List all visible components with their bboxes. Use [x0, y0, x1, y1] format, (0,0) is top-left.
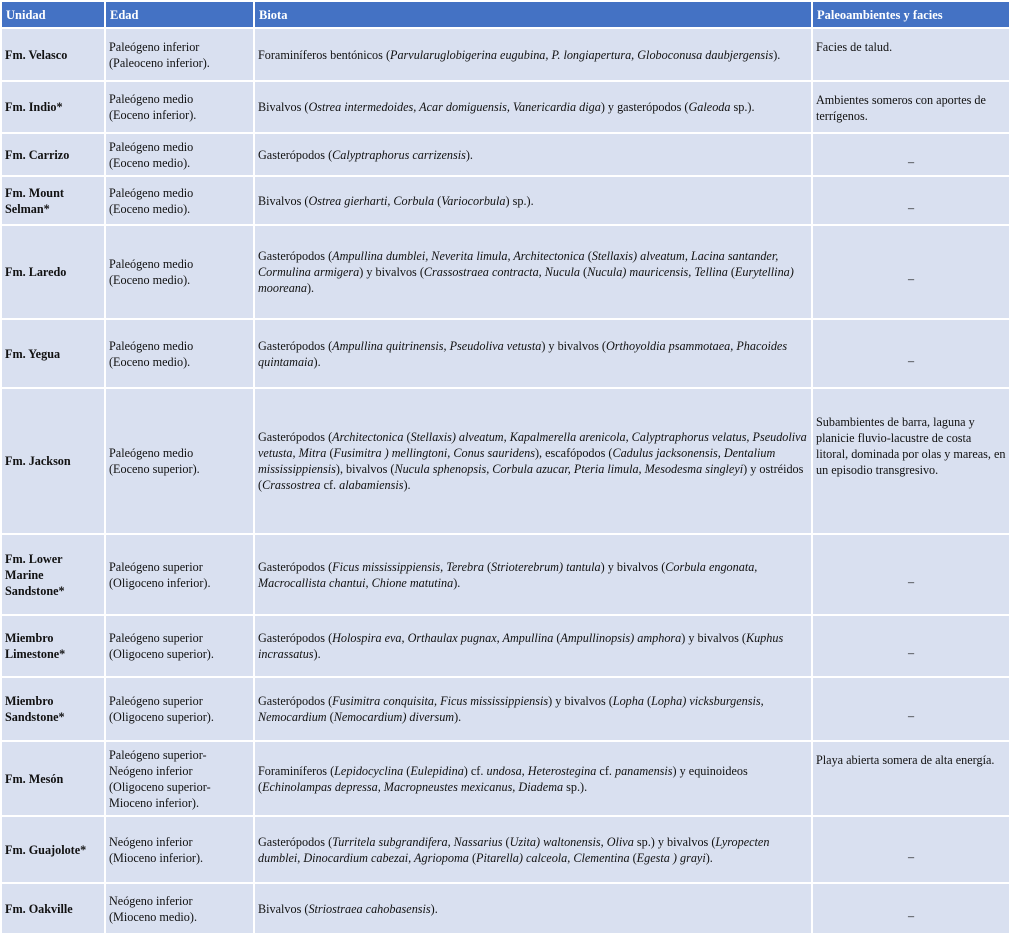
environment-text: Playa abierta somera de alta energía.: [816, 753, 995, 767]
biota-text: sp.) y bivalvos (: [633, 834, 716, 849]
biota-text: cf.: [320, 478, 340, 492]
taxon-name: Corbula engonata, Macrocallista chantui, Chione matutina: [258, 559, 758, 590]
biota-text: (: [434, 193, 442, 208]
unit-cell: Fm. Velasco: [1, 28, 105, 81]
biota-text: (: [579, 265, 588, 279]
biota-text: ).: [313, 354, 321, 369]
taxon-name: Lepidocyclina: [334, 763, 404, 778]
age-line: (Eoceno medio).: [109, 273, 191, 287]
biota-text: Bivalvos (: [258, 100, 309, 114]
age-line: (Oligoceno superior).: [109, 710, 214, 724]
unit-cell: Miembro Sandstone*: [1, 677, 105, 741]
environment-cell: [812, 176, 1009, 225]
age-cell: [105, 133, 254, 176]
environment-text: –: [907, 709, 915, 723]
environment-text: –: [907, 908, 915, 923]
header-biota: Biota: [254, 1, 812, 28]
taxon-name: Egesta ) grayi: [636, 850, 706, 865]
environment-cell: [812, 741, 1009, 816]
unit-cell: Fm. Oakville: [1, 883, 105, 934]
biota-cell: [254, 28, 812, 81]
taxon-name: Pitarella) calceola, Clementina: [476, 850, 630, 865]
biota-text: ).: [773, 47, 781, 62]
taxon-name: Eulepidina: [410, 763, 464, 778]
environment-text: –: [907, 849, 915, 864]
unit-cell: Miembro Limestone*: [1, 615, 105, 677]
table-row: [1, 81, 1009, 133]
biota-text: ) y ostréidos (: [258, 462, 804, 492]
taxon-name: Cadulus jacksonensis, Dentalium mississippiensis: [258, 446, 776, 476]
age-line: Neógeno inferior: [109, 893, 193, 908]
age-line: Paleógeno superior-: [109, 747, 207, 762]
table-row: [1, 741, 1009, 816]
taxon-name: Fusimitra ) mellingtoni, Conus sauridens: [333, 446, 535, 460]
unit-cell: Fm. Laredo: [1, 225, 105, 319]
taxon-name: undosa, Heterostegina: [486, 763, 597, 778]
taxon-name: Nucula) mauricensis, Tellina: [587, 265, 728, 279]
biota-cell: [254, 225, 812, 319]
environment-text: Subambientes de barra, laguna y planicie fluvio-lacustre de costa litoral, dominada por olas y mareas, en un episodio transgresivo.: [816, 415, 1006, 477]
biota-text: ) y bivalvos (: [541, 338, 606, 353]
header-unidad: Unidad: [1, 1, 105, 28]
age-cell: [105, 388, 254, 534]
table-row: [1, 28, 1009, 81]
biota-cell: [254, 883, 812, 934]
environment-cell: [812, 816, 1009, 883]
biota-cell: [254, 133, 812, 176]
biota-text: Gasterópodos (: [258, 338, 333, 353]
biota-text: Gasterópodos (: [258, 249, 333, 263]
table-row: [1, 816, 1009, 883]
environment-cell: [812, 883, 1009, 934]
age-line: Paleógeno medio: [109, 185, 194, 200]
biota-text: (: [326, 446, 334, 460]
unit-cell: Fm. Mount Selman*: [1, 176, 105, 225]
taxon-name: Strioterebrum) tantula: [491, 559, 601, 574]
biota-text: ) y bivalvos (: [548, 694, 613, 708]
taxon-name: Fusimitra conquisita, Ficus mississippiensis: [332, 694, 549, 708]
age-cell: [105, 883, 254, 934]
table-row: [1, 677, 1009, 741]
taxon-name: Stellaxis) alveatum, Kapalmerella arenicola, Calyptraphorus velatus, Pseudoliva vetusta, Mitra: [258, 430, 807, 460]
biota-cell: [254, 816, 812, 883]
age-cell: [105, 677, 254, 741]
age-line: Paleógeno inferior: [109, 39, 200, 54]
biota-text: ).: [705, 850, 713, 865]
taxon-name: Eurytellina) mooreana: [258, 265, 794, 295]
taxon-name: Turritela subgrandifera, Nassarius: [332, 834, 503, 849]
taxon-name: Kuphus incrassatus: [258, 631, 784, 661]
environment-text: –: [907, 353, 915, 368]
age-line: (Oligoceno inferior).: [109, 575, 211, 590]
age-cell: [105, 176, 254, 225]
age-cell: [105, 615, 254, 677]
environment-cell: [812, 388, 1009, 534]
environment-cell: [812, 28, 1009, 81]
age-line: (Paleoceno inferior).: [109, 55, 210, 70]
age-line: (Eoceno medio).: [109, 155, 191, 170]
taxon-name: Ampullina dumblei, Neverita limula, Architectonica: [332, 249, 585, 263]
taxon-name: Orthoyoldia psammotaea, Phacoides quintamaia: [258, 338, 788, 369]
table-row: [1, 534, 1009, 615]
biota-cell: [254, 81, 812, 133]
biota-cell: [254, 741, 812, 816]
table-row: [1, 388, 1009, 534]
age-line: Paleógeno superior: [109, 559, 203, 574]
age-cell: [105, 741, 254, 816]
table-row: [1, 225, 1009, 319]
table-row: [1, 883, 1009, 934]
taxon-name: Echinolampas depressa, Macropneustes mexicanus, Diadema: [262, 779, 564, 794]
biota-text: ).: [403, 478, 411, 492]
environment-text: –: [907, 154, 915, 169]
biota-text: ), escafópodos (: [534, 446, 613, 460]
biota-cell: [254, 388, 812, 534]
taxon-name: Striostraea cahobasensis: [308, 901, 431, 916]
biota-text: ) y bivalvos (: [681, 631, 746, 645]
age-line: Neógeno inferior: [109, 763, 193, 778]
age-cell: [105, 28, 254, 81]
biota-text: Gasterópodos (: [258, 694, 333, 708]
age-line: Paleógeno medio: [109, 257, 194, 271]
unit-cell: Fm. Guajolote*: [1, 816, 105, 883]
environment-text: –: [907, 200, 915, 215]
biota-text: (: [483, 559, 492, 574]
taxon-name: Ampullinopsis) amphora: [560, 631, 682, 645]
table-row: [1, 615, 1009, 677]
unit-cell: Fm. Lower Marine Sandstone*: [1, 534, 105, 615]
taxon-name: Calyptraphorus carrizensis: [332, 147, 466, 162]
age-cell: [105, 534, 254, 615]
age-line: (Eoceno medio).: [109, 201, 191, 216]
biota-text: cf.: [596, 763, 615, 778]
environment-text: Facies de talud.: [816, 40, 893, 54]
age-line: (Oligoceno superior-: [109, 779, 211, 794]
environment-cell: [812, 534, 1009, 615]
age-line: (Mioceno medio).: [109, 909, 197, 924]
environment-text: –: [907, 646, 915, 660]
unit-cell: Fm. Yegua: [1, 319, 105, 388]
age-line: Mioceno inferior).: [109, 795, 200, 810]
table-row: [1, 133, 1009, 176]
biota-text: (: [502, 834, 510, 849]
table-row: [1, 319, 1009, 388]
taxon-name: panamensis: [614, 763, 673, 778]
biota-text: (: [403, 763, 411, 778]
biota-text: Gasterópodos (: [258, 834, 333, 849]
age-line: Neógeno inferior: [109, 834, 193, 849]
environment-cell: [812, 81, 1009, 133]
taxon-name: Lyropecten dumblei, Dinocardium cabezai, Agriopoma: [258, 834, 770, 865]
header-row: [1, 1, 1009, 28]
biota-text: ).: [465, 147, 473, 162]
biota-text: (: [553, 631, 561, 645]
biota-text: Gasterópodos (: [258, 559, 333, 574]
biota-text: (: [403, 430, 411, 444]
age-line: (Mioceno inferior).: [109, 850, 204, 865]
biota-text: ) y gasterópodos (: [600, 100, 689, 114]
age-cell: [105, 81, 254, 133]
biota-text: ), bivalvos (: [335, 462, 395, 476]
taxon-name: Holospira eva, Orthaulax pugnax, Ampullina: [332, 631, 554, 645]
biota-text: (: [629, 850, 637, 865]
taxon-name: Nucula sphenopsis, Corbula azucar, Pteria limula, Mesodesma singleyi: [394, 462, 744, 476]
biota-text: Gasterópodos (: [258, 430, 333, 444]
taxon-name: Architectonica: [332, 430, 404, 444]
biota-text: Gasterópodos (: [258, 147, 333, 162]
age-line: (Eoceno superior).: [109, 462, 200, 476]
taxon-name: Crassostrea: [262, 478, 321, 492]
taxon-name: Nemocardium) diversum: [333, 710, 455, 724]
environment-cell: [812, 225, 1009, 319]
header-edad: Edad: [105, 1, 254, 28]
biota-text: ).: [430, 901, 438, 916]
biota-text: (: [468, 850, 477, 865]
biota-cell: [254, 176, 812, 225]
age-line: (Oligoceno superior).: [109, 647, 214, 661]
biota-text: Bivalvos (: [258, 193, 309, 208]
header-paleoambientes: Paleoambientes y facies: [812, 1, 1009, 28]
environment-text: –: [907, 574, 915, 589]
table-body: [1, 28, 1009, 934]
biota-text: ).: [454, 710, 462, 724]
biota-cell: [254, 615, 812, 677]
biota-text: Gasterópodos (: [258, 631, 333, 645]
unit-cell: Fm. Jackson: [1, 388, 105, 534]
taxon-name: Ostrea gierharti, Corbula: [308, 193, 435, 208]
age-line: (Eoceno inferior).: [109, 108, 197, 122]
taxon-name: Lopha: [612, 694, 644, 708]
biota-text: ) sp.).: [505, 193, 534, 208]
taxon-name: Uzita) waltonensis, Oliva: [509, 834, 634, 849]
table-row: [1, 176, 1009, 225]
environment-cell: [812, 615, 1009, 677]
biota-text: Bivalvos (: [258, 901, 309, 916]
biota-text: ).: [453, 575, 461, 590]
taxon-name: alabamiensis: [339, 478, 404, 492]
age-line: Paleógeno superior: [109, 631, 203, 645]
biota-text: ) cf.: [463, 763, 487, 778]
environment-cell: [812, 677, 1009, 741]
biota-text: (: [727, 265, 735, 279]
taxon-name: Variocorbula: [441, 193, 506, 208]
biota-text: Foraminíferos (: [258, 763, 335, 778]
environment-text: –: [907, 272, 915, 286]
biota-text: ).: [313, 647, 321, 661]
age-line: (Eoceno medio).: [109, 354, 191, 369]
age-line: Paleógeno medio: [109, 92, 194, 106]
taxon-name: Ostrea intermedoides, Acar domiguensis, Vanericardia diga: [308, 100, 601, 114]
biota-text: sp.).: [730, 100, 755, 114]
taxon-name: Galeoda: [688, 100, 731, 114]
biota-cell: [254, 677, 812, 741]
age-line: Paleógeno superior: [109, 694, 203, 708]
unit-cell: Fm. Carrizo: [1, 133, 105, 176]
taxon-name: Stellaxis) alveatum, Lacina santander, Cormulina armigera: [258, 249, 779, 279]
unit-cell: Fm. Mesón: [1, 741, 105, 816]
taxon-name: Ampullina quitrinensis, Pseudoliva vetusta: [332, 338, 542, 353]
age-cell: [105, 225, 254, 319]
biota-text: ) y equinoideos (: [258, 763, 748, 794]
environment-text: Ambientes someros con aportes de terrígenos.: [816, 93, 986, 123]
age-line: Paleógeno medio: [109, 139, 194, 154]
environment-cell: [812, 133, 1009, 176]
environment-cell: [812, 319, 1009, 388]
taxon-name: Crassostraea contracta, Nucula: [423, 265, 580, 279]
biota-text: ) y bivalvos (: [359, 265, 424, 279]
biota-text: sp.).: [563, 779, 588, 794]
biota-text: (: [584, 249, 592, 263]
age-cell: [105, 816, 254, 883]
unit-cell: Fm. Indio*: [1, 81, 105, 133]
biota-text: ) y bivalvos (: [600, 559, 666, 574]
taxon-name: Ficus mississippiensis, Terebra: [332, 559, 484, 574]
biota-text: (: [643, 694, 652, 708]
age-cell: [105, 319, 254, 388]
age-line: Paleógeno medio: [109, 446, 194, 460]
age-line: Paleógeno medio: [109, 338, 194, 353]
biota-cell: [254, 319, 812, 388]
taxon-name: Parvularuglobigerina eugubina, P. longiapertura, Globoconusa daubjergensis: [390, 47, 774, 62]
biota-cell: [254, 534, 812, 615]
biota-text: Foraminíferos bentónicos (: [258, 47, 391, 62]
biota-text: ).: [306, 281, 315, 295]
taxon-name: Lopha) vicksburgensis, Nemocardium: [258, 694, 764, 724]
biota-text: (: [326, 710, 334, 724]
